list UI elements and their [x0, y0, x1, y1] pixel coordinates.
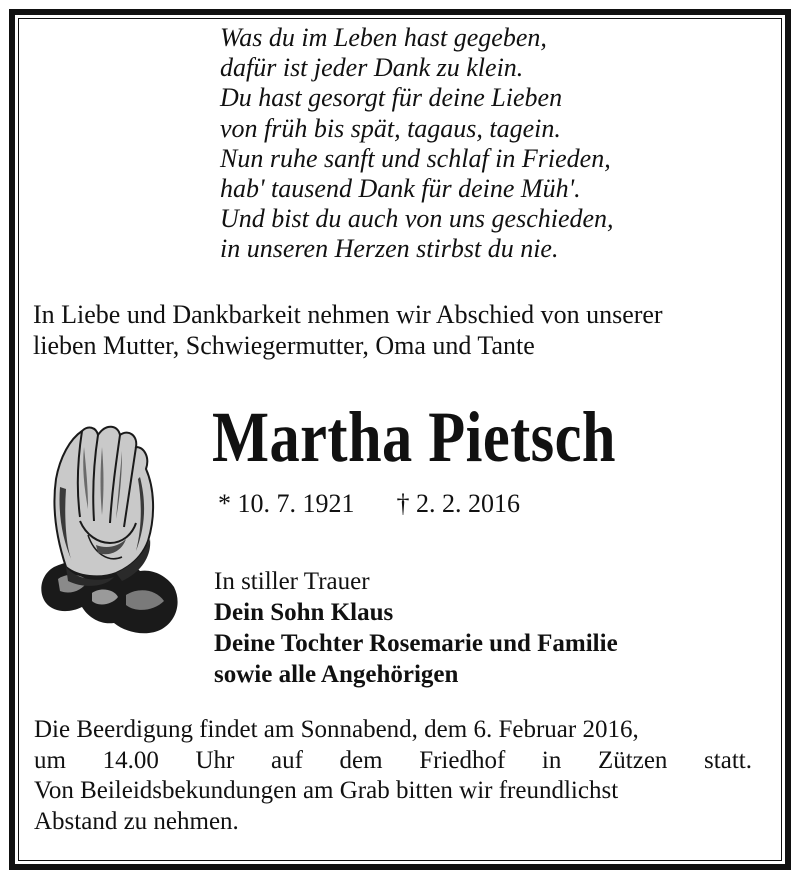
poem-line: von früh bis spät, tagaus, tagein. [220, 113, 561, 143]
funeral-line: Die Beerdigung findet am Sonnabend, dem 6. Februar 2016, [34, 716, 639, 743]
funeral-word: 14.00 [102, 746, 159, 774]
praying-hands-icon [36, 417, 178, 639]
funeral-line: Von Beileidsbekundungen am Grab bitten wir freundlichst [34, 777, 619, 804]
poem-line: hab' tausend Dank für deine Müh'. [220, 174, 581, 204]
funeral-word: dem [339, 746, 383, 774]
mourner-line: Dein Sohn Klaus [214, 599, 394, 626]
funeral-line-justified [34, 746, 752, 777]
mourner-line: sowie alle Angehörigen [214, 661, 459, 688]
mourners-block [214, 566, 618, 690]
funeral-word: auf [270, 746, 303, 774]
funeral-word: Friedhof [419, 746, 506, 774]
poem-line: dafür ist jeder Dank zu klein. [220, 53, 524, 83]
funeral-line: Abstand zu nehmen. [34, 807, 239, 835]
poem-line: Du hast gesorgt für deine Lieben [220, 83, 563, 113]
funeral-word: Uhr [195, 746, 235, 774]
poem-line: in unseren Herzen stirbst du nie. [220, 234, 559, 264]
birth-date: * 10. 7. 1921 [218, 489, 355, 518]
intro-line: In Liebe und Dankbarkeit nehmen wir Abschied von unserer [33, 300, 663, 329]
mourner-line: Deine Tochter Rosemarie und Familie [214, 630, 618, 657]
mourning-heading: In stiller Trauer [214, 568, 370, 595]
life-dates [218, 488, 520, 520]
funeral-word: Zützen [598, 746, 668, 774]
poem-line: Nun ruhe sanft und schlaf in Frieden, [220, 143, 611, 173]
poem-line: Und bist du auch von uns geschieden, [220, 204, 614, 234]
funeral-notice [34, 715, 752, 837]
intro-line: lieben Mutter, Schwiegermutter, Oma und Tante [33, 331, 535, 360]
death-date: † 2. 2. 2016 [396, 489, 520, 518]
funeral-word: statt. [704, 746, 752, 774]
memorial-poem [220, 23, 614, 265]
funeral-word: um [34, 746, 66, 774]
funeral-word: in [541, 746, 562, 774]
deceased-name: Martha Pietsch [212, 397, 616, 477]
poem-line: Was du im Leben hast gegeben, [220, 23, 547, 52]
farewell-intro [33, 299, 663, 361]
